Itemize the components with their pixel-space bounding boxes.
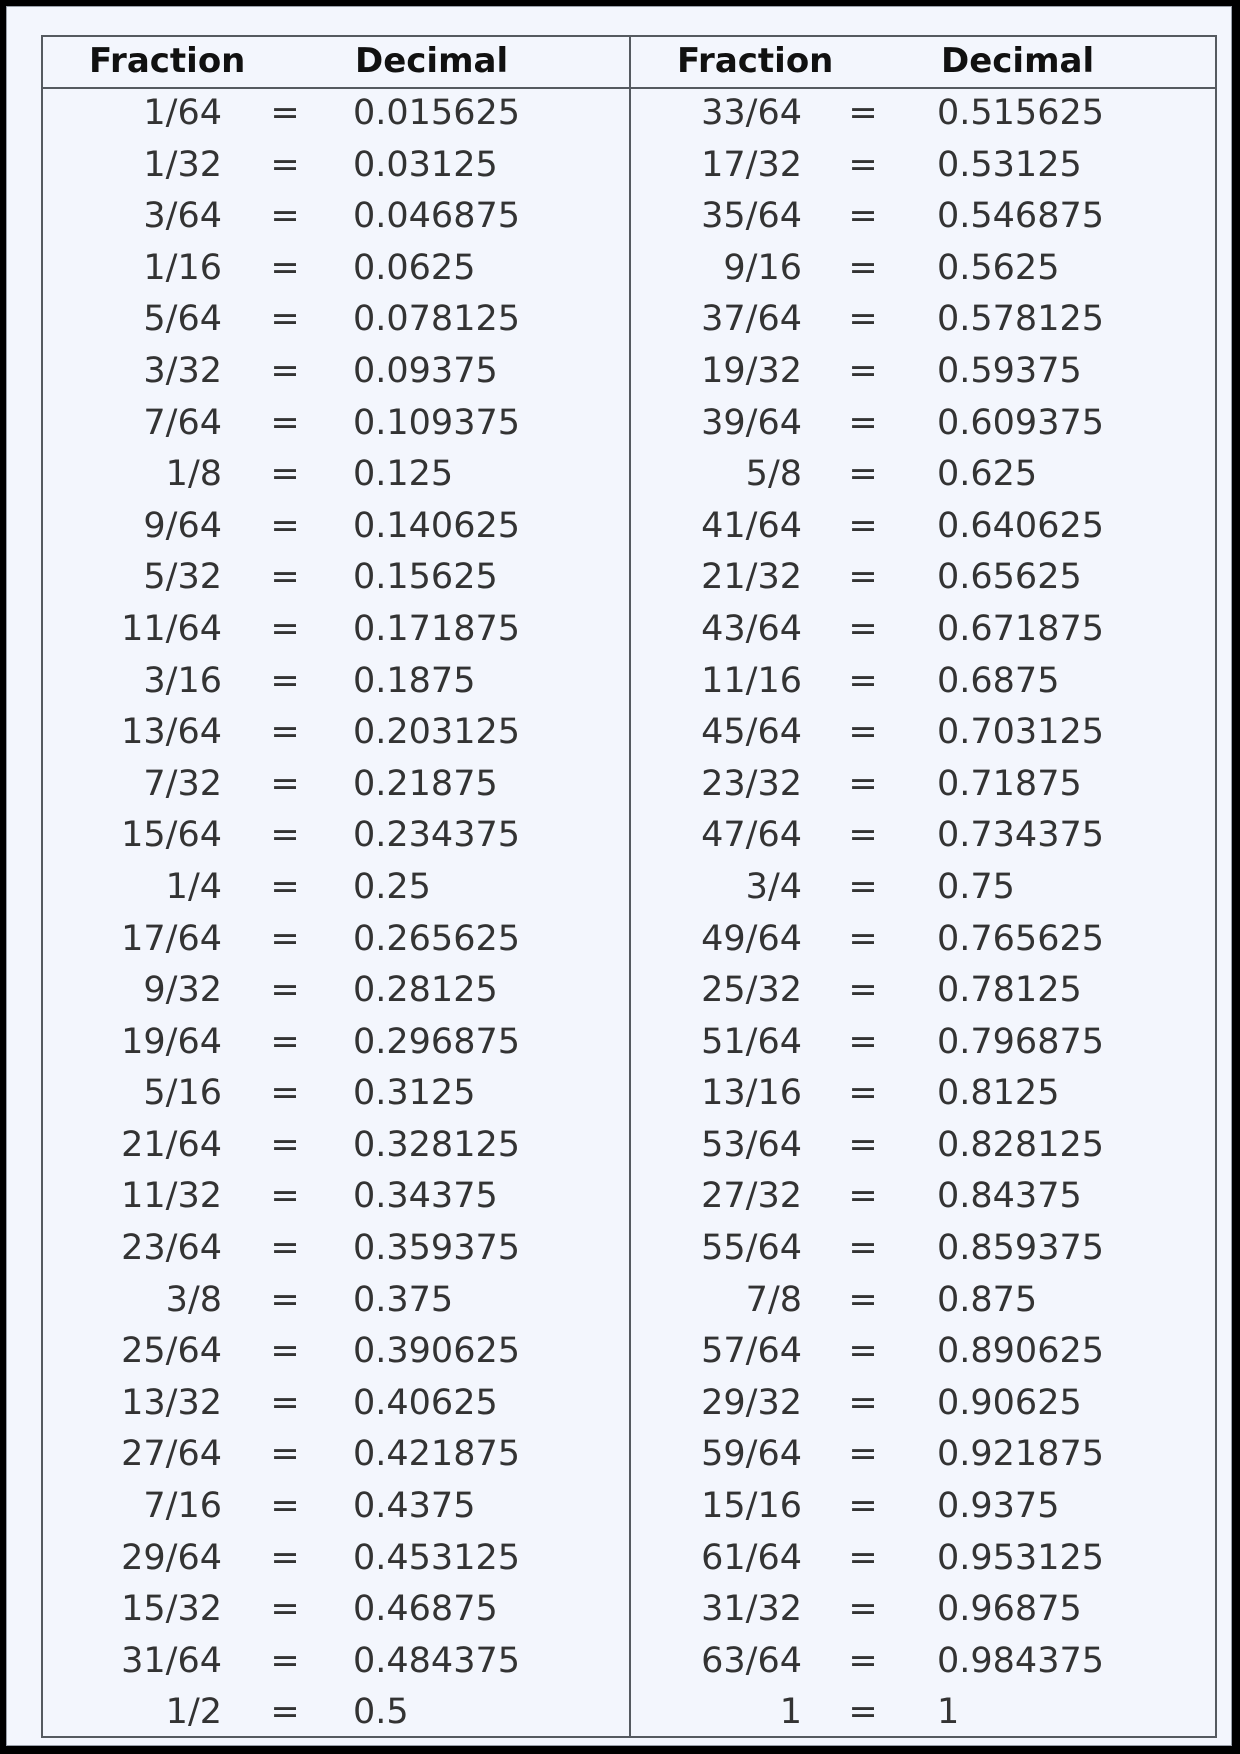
decimal-cell: 0.234375 [353, 815, 521, 856]
fraction-cell: 23/32 [701, 763, 802, 804]
decimal-cell: 0.546875 [937, 196, 1105, 237]
table-row [631, 192, 1217, 244]
fraction-cell: 5/8 [745, 454, 802, 495]
fraction-cell: 47/64 [701, 815, 802, 856]
equals-sign: = [270, 93, 300, 133]
table-row [43, 450, 629, 502]
decimal-cell: 0.015625 [353, 93, 521, 133]
equals-sign: = [848, 660, 878, 701]
fraction-cell: 19/32 [701, 350, 802, 391]
decimal-cell: 0.390625 [353, 1331, 521, 1372]
equals-sign: = [848, 815, 878, 856]
decimal-cell: 0.203125 [353, 712, 521, 753]
table-row [43, 1482, 629, 1534]
table-row [631, 1482, 1217, 1534]
decimal-cell: 0.59375 [937, 350, 1082, 391]
table-row [43, 399, 629, 451]
table-row [43, 1018, 629, 1070]
decimal-cell: 0.625 [937, 454, 1038, 495]
fraction-cell: 25/32 [701, 970, 802, 1011]
equals-sign: = [270, 1486, 300, 1527]
equals-sign: = [270, 1434, 300, 1475]
decimal-cell: 0.328125 [353, 1124, 521, 1165]
fraction-decimal-table [41, 35, 1217, 1738]
table-row [631, 863, 1217, 915]
fraction-cell: 27/32 [701, 1176, 802, 1217]
equals-sign: = [270, 299, 300, 340]
table-row [631, 347, 1217, 399]
decimal-cell: 0.890625 [937, 1331, 1105, 1372]
table-row [43, 1172, 629, 1224]
table-row [43, 192, 629, 244]
decimal-cell: 0.5 [353, 1692, 409, 1733]
header-fraction: Fraction [89, 41, 246, 81]
table-row [43, 657, 629, 709]
fraction-cell: 17/64 [121, 918, 222, 959]
equals-sign: = [848, 299, 878, 340]
decimal-cell: 0.734375 [937, 815, 1105, 856]
table-header-right [631, 37, 1217, 89]
table-row [631, 1276, 1217, 1328]
table-row [631, 553, 1217, 605]
equals-sign: = [270, 350, 300, 391]
decimal-cell: 0.03125 [353, 144, 498, 185]
decimal-cell: 0.3125 [353, 1073, 476, 1114]
decimal-cell: 0.640625 [937, 505, 1105, 546]
table-row [43, 1688, 629, 1740]
equals-sign: = [848, 866, 878, 907]
decimal-cell: 0.046875 [353, 196, 521, 237]
equals-sign: = [270, 608, 300, 649]
equals-sign: = [270, 454, 300, 495]
decimal-cell: 0.375 [353, 1279, 454, 1320]
table-row [43, 295, 629, 347]
equals-sign: = [848, 1692, 878, 1733]
table-row [43, 1430, 629, 1482]
fraction-cell: 51/64 [701, 1021, 802, 1062]
table-row [43, 141, 629, 193]
decimal-cell: 0.96875 [937, 1589, 1082, 1630]
equals-sign: = [270, 1176, 300, 1217]
fraction-cell: 3/8 [165, 1279, 222, 1320]
equals-sign: = [270, 918, 300, 959]
table-row [631, 450, 1217, 502]
table-right-half [631, 37, 1217, 1740]
equals-sign: = [848, 712, 878, 753]
decimal-cell: 0.421875 [353, 1434, 521, 1475]
table-row [43, 760, 629, 812]
equals-sign: = [848, 763, 878, 804]
fraction-cell: 29/64 [121, 1537, 222, 1578]
table-row [43, 1585, 629, 1637]
equals-sign: = [848, 1537, 878, 1578]
decimal-cell: 0.65625 [937, 557, 1082, 598]
table-row [631, 1688, 1217, 1740]
equals-sign: = [270, 1228, 300, 1269]
equals-sign: = [270, 1279, 300, 1320]
decimal-cell: 0.828125 [937, 1124, 1105, 1165]
equals-sign: = [848, 970, 878, 1011]
fraction-cell: 13/16 [701, 1073, 802, 1114]
decimal-cell: 0.984375 [937, 1640, 1105, 1681]
fraction-cell: 63/64 [701, 1640, 802, 1681]
decimal-cell: 0.578125 [937, 299, 1105, 340]
fraction-cell: 43/64 [701, 608, 802, 649]
table-row [631, 1018, 1217, 1070]
decimal-cell: 0.53125 [937, 144, 1082, 185]
table-row [631, 399, 1217, 451]
equals-sign: = [270, 557, 300, 598]
equals-sign: = [270, 402, 300, 443]
equals-sign: = [848, 918, 878, 959]
fraction-cell: 7/64 [143, 402, 222, 443]
document-page [6, 6, 1232, 1746]
equals-sign: = [848, 608, 878, 649]
equals-sign: = [848, 1021, 878, 1062]
header-decimal: Decimal [941, 41, 1095, 81]
fraction-cell: 29/32 [701, 1382, 802, 1423]
fraction-cell: 59/64 [701, 1434, 802, 1475]
equals-sign: = [270, 1692, 300, 1733]
table-row [631, 1430, 1217, 1482]
table-row [631, 244, 1217, 296]
table-row [43, 863, 629, 915]
fraction-cell: 31/64 [121, 1640, 222, 1681]
fraction-cell: 17/32 [701, 144, 802, 185]
equals-sign: = [270, 712, 300, 753]
table-body-right [631, 89, 1217, 1740]
equals-sign: = [848, 1279, 878, 1320]
decimal-cell: 0.5625 [937, 247, 1060, 288]
equals-sign: = [848, 1124, 878, 1165]
table-header-left [43, 37, 629, 89]
fraction-cell: 9/32 [143, 970, 222, 1011]
decimal-cell: 0.78125 [937, 970, 1082, 1011]
fraction-cell: 33/64 [701, 93, 802, 133]
equals-sign: = [848, 454, 878, 495]
fraction-cell: 31/32 [701, 1589, 802, 1630]
fraction-cell: 23/64 [121, 1228, 222, 1269]
decimal-cell: 0.71875 [937, 763, 1082, 804]
decimal-cell: 0.453125 [353, 1537, 521, 1578]
decimal-cell: 0.8125 [937, 1073, 1060, 1114]
fraction-cell: 37/64 [701, 299, 802, 340]
fraction-cell: 25/64 [121, 1331, 222, 1372]
equals-sign: = [270, 970, 300, 1011]
table-row [43, 553, 629, 605]
decimal-cell: 0.1875 [353, 660, 476, 701]
fraction-cell: 39/64 [701, 402, 802, 443]
table-row [43, 1069, 629, 1121]
equals-sign: = [848, 1228, 878, 1269]
fraction-cell: 45/64 [701, 712, 802, 753]
fraction-cell: 27/64 [121, 1434, 222, 1475]
decimal-cell: 0.953125 [937, 1537, 1105, 1578]
table-row [631, 1224, 1217, 1276]
table-row [631, 1585, 1217, 1637]
table-row [631, 502, 1217, 554]
fraction-cell: 41/64 [701, 505, 802, 546]
equals-sign: = [848, 1640, 878, 1681]
decimal-cell: 0.109375 [353, 402, 521, 443]
equals-sign: = [848, 1382, 878, 1423]
decimal-cell: 0.765625 [937, 918, 1105, 959]
fraction-cell: 5/16 [143, 1073, 222, 1114]
fraction-cell: 35/64 [701, 196, 802, 237]
table-row [631, 141, 1217, 193]
table-row [43, 1534, 629, 1586]
equals-sign: = [270, 1589, 300, 1630]
equals-sign: = [270, 505, 300, 546]
equals-sign: = [848, 196, 878, 237]
fraction-cell: 1/2 [165, 1692, 222, 1733]
table-row [631, 1327, 1217, 1379]
equals-sign: = [270, 1021, 300, 1062]
fraction-cell: 1 [779, 1692, 802, 1733]
fraction-cell: 15/16 [701, 1486, 802, 1527]
fraction-cell: 13/64 [121, 712, 222, 753]
decimal-cell: 0.078125 [353, 299, 521, 340]
table-row [43, 244, 629, 296]
fraction-cell: 55/64 [701, 1228, 802, 1269]
table-row [43, 1379, 629, 1431]
fraction-cell: 1/64 [143, 93, 222, 133]
decimal-cell: 0.34375 [353, 1176, 498, 1217]
fraction-cell: 11/16 [701, 660, 802, 701]
table-row [631, 1069, 1217, 1121]
equals-sign: = [848, 1073, 878, 1114]
decimal-cell: 0.859375 [937, 1228, 1105, 1269]
equals-sign: = [848, 1331, 878, 1372]
fraction-cell: 53/64 [701, 1124, 802, 1165]
fraction-cell: 49/64 [701, 918, 802, 959]
decimal-cell: 0.0625 [353, 247, 476, 288]
decimal-cell: 0.484375 [353, 1640, 521, 1681]
decimal-cell: 0.921875 [937, 1434, 1105, 1475]
decimal-cell: 0.609375 [937, 402, 1105, 443]
table-row [43, 708, 629, 760]
table-row [43, 1224, 629, 1276]
equals-sign: = [848, 505, 878, 546]
table-row [43, 502, 629, 554]
decimal-cell: 0.515625 [937, 93, 1105, 133]
fraction-cell: 61/64 [701, 1537, 802, 1578]
fraction-cell: 1/4 [165, 866, 222, 907]
table-row [631, 1172, 1217, 1224]
decimal-cell: 0.21875 [353, 763, 498, 804]
table-row [631, 760, 1217, 812]
table-row [631, 605, 1217, 657]
decimal-cell: 0.671875 [937, 608, 1105, 649]
decimal-cell: 0.15625 [353, 557, 498, 598]
decimal-cell: 0.46875 [353, 1589, 498, 1630]
equals-sign: = [848, 1486, 878, 1527]
fraction-cell: 7/8 [745, 1279, 802, 1320]
table-row [43, 1121, 629, 1173]
fraction-cell: 7/16 [143, 1486, 222, 1527]
decimal-cell: 0.4375 [353, 1486, 476, 1527]
decimal-cell: 0.75 [937, 866, 1015, 907]
equals-sign: = [848, 144, 878, 185]
fraction-cell: 7/32 [143, 763, 222, 804]
fraction-cell: 3/64 [143, 196, 222, 237]
table-row [43, 915, 629, 967]
decimal-cell: 0.9375 [937, 1486, 1060, 1527]
equals-sign: = [848, 402, 878, 443]
table-row [43, 1637, 629, 1689]
decimal-cell: 0.28125 [353, 970, 498, 1011]
equals-sign: = [848, 93, 878, 133]
fraction-cell: 19/64 [121, 1021, 222, 1062]
fraction-cell: 3/4 [745, 866, 802, 907]
equals-sign: = [270, 247, 300, 288]
table-row [631, 811, 1217, 863]
table-row [631, 657, 1217, 709]
table-row [43, 966, 629, 1018]
decimal-cell: 0.09375 [353, 350, 498, 391]
equals-sign: = [848, 557, 878, 598]
equals-sign: = [848, 1434, 878, 1475]
decimal-cell: 0.84375 [937, 1176, 1082, 1217]
fraction-cell: 5/64 [143, 299, 222, 340]
header-fraction: Fraction [677, 41, 834, 81]
table-row [631, 966, 1217, 1018]
fraction-cell: 9/64 [143, 505, 222, 546]
table-body-left [43, 89, 629, 1740]
equals-sign: = [270, 1382, 300, 1423]
equals-sign: = [270, 144, 300, 185]
fraction-cell: 11/32 [121, 1176, 222, 1217]
fraction-cell: 57/64 [701, 1331, 802, 1372]
fraction-cell: 1/8 [165, 454, 222, 495]
header-decimal: Decimal [355, 41, 509, 81]
fraction-cell: 5/32 [143, 557, 222, 598]
fraction-cell: 15/64 [121, 815, 222, 856]
table-row [43, 605, 629, 657]
table-row [631, 1637, 1217, 1689]
decimal-cell: 0.296875 [353, 1021, 521, 1062]
decimal-cell: 0.796875 [937, 1021, 1105, 1062]
fraction-cell: 11/64 [121, 608, 222, 649]
decimal-cell: 0.6875 [937, 660, 1060, 701]
table-row [43, 1327, 629, 1379]
table-row [631, 1379, 1217, 1431]
table-left-half [43, 37, 629, 1740]
equals-sign: = [270, 1073, 300, 1114]
equals-sign: = [270, 660, 300, 701]
decimal-cell: 0.125 [353, 454, 454, 495]
equals-sign: = [848, 247, 878, 288]
equals-sign: = [848, 1176, 878, 1217]
fraction-cell: 3/32 [143, 350, 222, 391]
equals-sign: = [270, 763, 300, 804]
decimal-cell: 0.359375 [353, 1228, 521, 1269]
decimal-cell: 1 [937, 1692, 960, 1733]
equals-sign: = [270, 815, 300, 856]
equals-sign: = [848, 1589, 878, 1630]
equals-sign: = [270, 1331, 300, 1372]
table-row [631, 708, 1217, 760]
decimal-cell: 0.265625 [353, 918, 521, 959]
table-row [631, 1121, 1217, 1173]
equals-sign: = [270, 196, 300, 237]
table-row [43, 347, 629, 399]
fraction-cell: 1/16 [143, 247, 222, 288]
table-row [631, 295, 1217, 347]
table-row [43, 811, 629, 863]
fraction-cell: 3/16 [143, 660, 222, 701]
fraction-cell: 21/64 [121, 1124, 222, 1165]
table-row [631, 915, 1217, 967]
table-row [43, 1276, 629, 1328]
equals-sign: = [270, 866, 300, 907]
fraction-cell: 21/32 [701, 557, 802, 598]
decimal-cell: 0.25 [353, 866, 431, 907]
equals-sign: = [270, 1537, 300, 1578]
decimal-cell: 0.40625 [353, 1382, 498, 1423]
fraction-cell: 15/32 [121, 1589, 222, 1630]
table-row [631, 89, 1217, 141]
table-row [631, 1534, 1217, 1586]
equals-sign: = [270, 1124, 300, 1165]
fraction-cell: 1/32 [143, 144, 222, 185]
fraction-cell: 13/32 [121, 1382, 222, 1423]
decimal-cell: 0.875 [937, 1279, 1038, 1320]
table-row [43, 89, 629, 141]
decimal-cell: 0.140625 [353, 505, 521, 546]
fraction-cell: 9/16 [723, 247, 802, 288]
decimal-cell: 0.171875 [353, 608, 521, 649]
equals-sign: = [270, 1640, 300, 1681]
decimal-cell: 0.703125 [937, 712, 1105, 753]
equals-sign: = [848, 350, 878, 391]
decimal-cell: 0.90625 [937, 1382, 1082, 1423]
